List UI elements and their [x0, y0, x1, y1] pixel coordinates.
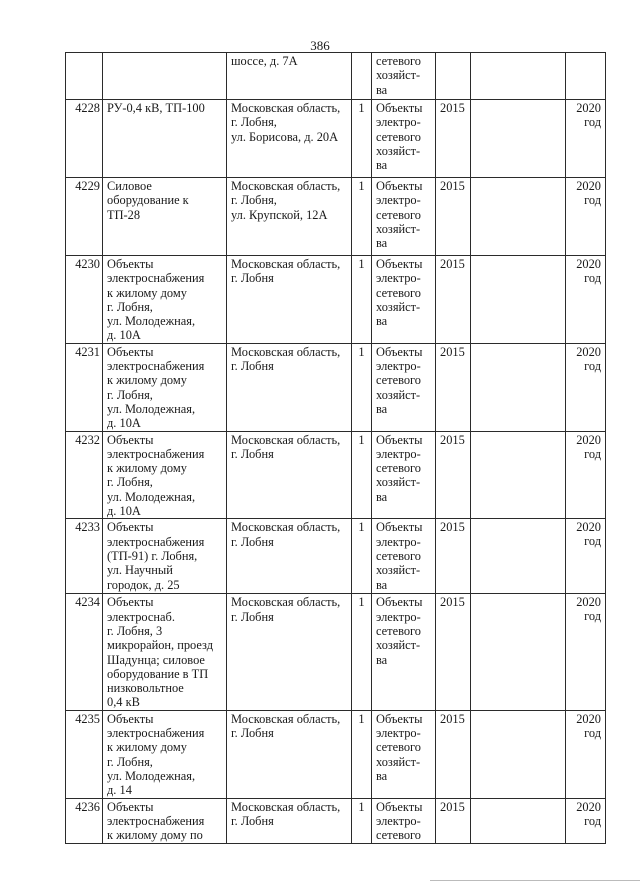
cell-deadline: 2020 год: [566, 710, 606, 798]
cell-quantity: [352, 53, 372, 100]
cell-year: 2015: [436, 710, 471, 798]
table-row: [66, 178, 606, 256]
cell-blank: [471, 343, 566, 431]
cell-quantity: 1: [352, 594, 372, 710]
page-number: 386: [310, 38, 330, 53]
cell-blank: [471, 431, 566, 519]
cell-year: 2015: [436, 343, 471, 431]
cell-address: Московская область, г. Лобня, ул. Крупской, 12А: [227, 178, 352, 256]
cell-year: 2015: [436, 594, 471, 710]
cell-category: Объекты электро- сетевого хозяйст- ва: [372, 431, 436, 519]
cell-deadline: 2020 год: [566, 343, 606, 431]
cell-quantity: 1: [352, 178, 372, 256]
cell-blank: [471, 798, 566, 843]
cell-year: [436, 53, 471, 100]
cell-deadline: 2020 год: [566, 519, 606, 594]
cell-blank: [471, 710, 566, 798]
cell-address: Московская область, г. Лобня: [227, 256, 352, 344]
cell-deadline: 2020 год: [566, 256, 606, 344]
cell-object-name: Объекты электроснабжения к жилому дому г. Лобня, ул. Молодежная, д. 10А: [103, 431, 227, 519]
cell-category: Объекты электро- сетевого хозяйст- ва: [372, 100, 436, 178]
cell-number: 4236: [66, 798, 103, 843]
cell-address: Московская область, г. Лобня: [227, 594, 352, 710]
table-row: [66, 53, 606, 100]
cell-number: 4228: [66, 100, 103, 178]
cell-year: 2015: [436, 798, 471, 843]
cell-blank: [471, 594, 566, 710]
cell-object-name: [103, 53, 227, 100]
table-row: [66, 710, 606, 798]
cell-address: Московская область, г. Лобня: [227, 431, 352, 519]
cell-address: Московская область, г. Лобня: [227, 798, 352, 843]
cell-quantity: 1: [352, 798, 372, 843]
cell-blank: [471, 178, 566, 256]
table-row: [66, 798, 606, 843]
cell-quantity: 1: [352, 519, 372, 594]
table-row: [66, 256, 606, 344]
cell-number: 4231: [66, 343, 103, 431]
cell-category: Объекты электро- сетевого хозяйст- ва: [372, 178, 436, 256]
cell-deadline: 2020 год: [566, 594, 606, 710]
cell-address: Московская область, г. Лобня: [227, 710, 352, 798]
cell-year: 2015: [436, 431, 471, 519]
cell-deadline: 2020 год: [566, 431, 606, 519]
cell-deadline: [566, 53, 606, 100]
cell-number: 4230: [66, 256, 103, 344]
cell-object-name: Объекты электроснаб. г. Лобня, 3 микрорайон, проезд Шадунца; силовое оборудование в ТП низковольтное 0,4 кВ: [103, 594, 227, 710]
cell-object-name: Объекты электроснабжения к жилому дому по: [103, 798, 227, 843]
cell-object-name: Объекты электроснабжения (ТП-91) г. Лобня, ул. Научный городок, д. 25: [103, 519, 227, 594]
cell-category: Объекты электро- сетевого хозяйст- ва: [372, 710, 436, 798]
cell-number: [66, 53, 103, 100]
cell-blank: [471, 256, 566, 344]
cell-category: Объекты электро- сетевого хозяйст- ва: [372, 343, 436, 431]
cell-year: 2015: [436, 256, 471, 344]
cell-object-name: РУ-0,4 кВ, ТП-100: [103, 100, 227, 178]
table-row: [66, 594, 606, 710]
cell-year: 2015: [436, 100, 471, 178]
scan-artifact-line: [430, 880, 640, 881]
cell-quantity: 1: [352, 256, 372, 344]
property-table: [65, 52, 606, 844]
cell-address: Московская область, г. Лобня: [227, 519, 352, 594]
cell-category: Объекты электро- сетевого хозяйст- ва: [372, 256, 436, 344]
cell-deadline: 2020 год: [566, 178, 606, 256]
table-row: [66, 431, 606, 519]
cell-deadline: 2020 год: [566, 798, 606, 843]
cell-number: 4234: [66, 594, 103, 710]
cell-object-name: Объекты электроснабжения к жилому дому г. Лобня, ул. Молодежная, д. 10А: [103, 343, 227, 431]
cell-category: Объекты электро- сетевого: [372, 798, 436, 843]
cell-address: шоссе, д. 7А: [227, 53, 352, 100]
cell-address: Московская область, г. Лобня, ул. Борисова, д. 20А: [227, 100, 352, 178]
cell-number: 4232: [66, 431, 103, 519]
cell-object-name: Объекты электроснабжения к жилому дому г. Лобня, ул. Молодежная, д. 10А: [103, 256, 227, 344]
cell-number: 4233: [66, 519, 103, 594]
cell-quantity: 1: [352, 100, 372, 178]
table-row: [66, 343, 606, 431]
cell-quantity: 1: [352, 343, 372, 431]
cell-year: 2015: [436, 178, 471, 256]
cell-quantity: 1: [352, 431, 372, 519]
cell-number: 4235: [66, 710, 103, 798]
cell-deadline: 2020 год: [566, 100, 606, 178]
table-row: [66, 100, 606, 178]
cell-address: Московская область, г. Лобня: [227, 343, 352, 431]
cell-number: 4229: [66, 178, 103, 256]
cell-blank: [471, 519, 566, 594]
cell-year: 2015: [436, 519, 471, 594]
cell-object-name: Силовое оборудование к ТП-28: [103, 178, 227, 256]
cell-blank: [471, 53, 566, 100]
cell-category: Объекты электро- сетевого хозяйст- ва: [372, 594, 436, 710]
table-row: [66, 519, 606, 594]
cell-blank: [471, 100, 566, 178]
cell-quantity: 1: [352, 710, 372, 798]
cell-object-name: Объекты электроснабжения к жилому дому г. Лобня, ул. Молодежная, д. 14: [103, 710, 227, 798]
cell-category: Объекты электро- сетевого хозяйст- ва: [372, 519, 436, 594]
cell-category: сетевого хозяйст- ва: [372, 53, 436, 100]
